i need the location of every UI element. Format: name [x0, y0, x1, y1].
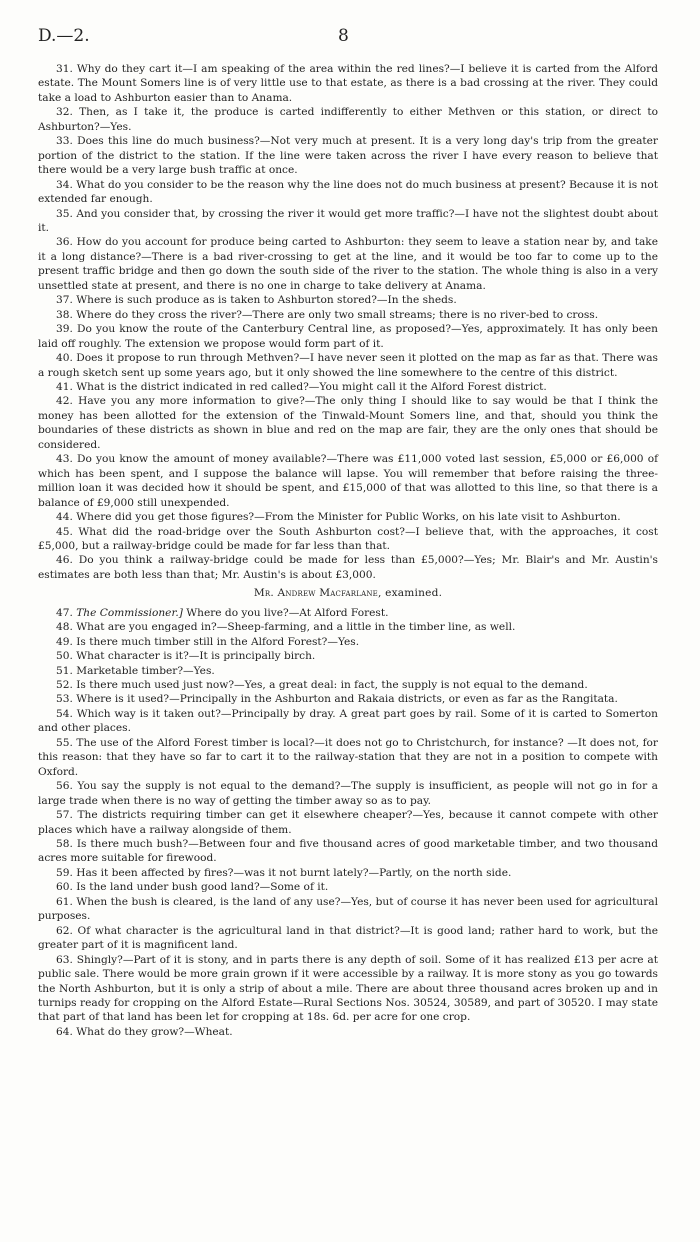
- question-item: [38, 779, 658, 808]
- question-number: 31.: [56, 63, 73, 75]
- question-text: Is there much bush?—Between four and five thousand acres of good marketable timber, and two thousand acres more suitable for firewood.: [38, 838, 658, 865]
- question-item: [38, 924, 658, 953]
- question-item: [38, 620, 658, 634]
- document-reference: D.—2.: [38, 26, 90, 46]
- question-text: Why do they cart it—I am speaking of the area within the red lines?—I believe it is carted from the Alford estate. The Mount Somers line is of very little use to that estate, as there is a bad crossing at the river. They could take a load to Ashburton easier than to Anama.: [38, 63, 658, 104]
- question-text: Does it propose to run through Methven?—I have never seen it plotted on the map as far as that. There was a rough sketch sent up some years ago, but it only showed the line somewhere to the centre of this district.: [38, 352, 658, 379]
- question-text: What are you engaged in?—Sheep-farming, and a little in the timber line, as well.: [76, 621, 516, 634]
- question-item: [38, 707, 658, 736]
- witness-suffix: , examined.: [377, 587, 443, 600]
- question-text: Have you any more information to give?—The only thing I should like to say would be that I think the money has been allotted for the extension of the Tinwald-Mount Somers line, and that, should you think the boundaries of these districts as shown in blue and red on the map are fair, they are the only ones that should be considered.: [38, 395, 658, 451]
- question-number: 39.: [56, 323, 73, 336]
- question-number: 48.: [56, 621, 73, 634]
- question-number: 38.: [56, 308, 73, 321]
- section-heading: [38, 586, 658, 600]
- question-number: 34.: [56, 178, 73, 191]
- question-number: 41.: [56, 380, 73, 393]
- questions-part-2: [38, 620, 658, 1039]
- question-number: 61.: [56, 895, 73, 908]
- question-item: [38, 1025, 658, 1039]
- document-body: [38, 62, 658, 1039]
- question-number: 47.: [56, 606, 73, 619]
- question-number: 59.: [56, 866, 73, 879]
- question-number: 62.: [56, 924, 73, 937]
- question-text: Where did you get those figures?—From the Minister for Public Works, on his late visit to Ashburton.: [76, 511, 621, 524]
- question-text: What do you consider to be the reason why the line does not do much business at present? Because it is not extended far enough.: [38, 178, 659, 206]
- question-item: [38, 308, 658, 322]
- question-text: Marketable timber?—Yes.: [76, 664, 215, 677]
- question-item: [38, 635, 658, 649]
- question-item: [38, 207, 658, 236]
- question-item: [38, 380, 658, 394]
- question-item: [38, 880, 658, 894]
- question-speaker: The Commissioner.]: [76, 606, 183, 619]
- question-text: Where is such produce as is taken to Ashburton stored?—In the sheds.: [76, 294, 457, 307]
- question-text: Where do they cross the river?—There are only two small streams; there is no river-bed to cross.: [76, 308, 599, 321]
- question-item: [38, 736, 658, 779]
- question-text: What character is it?—It is principally birch.: [76, 650, 316, 663]
- question-text: Which way is it taken out?—Principally by dray. A great part goes by rail. Some of it is carted to Somerton and other places.: [38, 707, 658, 735]
- question-item: [38, 837, 658, 866]
- question-text: What did the road-bridge over the South Ashburton cost?—I believe that, with the approaches, it cost £5,000, but a railway-bridge could be made for far less than that.: [38, 525, 658, 552]
- question-item: [38, 452, 658, 510]
- question-number: 36.: [56, 236, 73, 249]
- question-number: 55.: [56, 736, 73, 749]
- question-text: Is there much timber still in the Alford Forest?—Yes.: [76, 635, 360, 648]
- question-text: How do you account for produce being carted to Ashburton: they seem to leave a station near by, and take it a long distance?—There is a bad river-crossing to get at the line, and it would be too far to come up to the present traffic bridge and then go down the south side of the river to the station. The whole thing is also in a very unsettled state at present, and there is no one in charge to take delivery at Anama.: [38, 236, 658, 292]
- question-text: What is the district indicated in red called?—You might call it the Alford Forest district.: [76, 380, 547, 393]
- question-text: Do you know the route of the Canterbury Central line, as proposed?—Yes, approximately. It has only been laid off roughly. The extension we propose would form part of it.: [38, 323, 658, 350]
- page-number: 8: [338, 26, 349, 46]
- question-text: Does this line do much business?—Not very much at present. It is a very long day's trip from the greater portion of the district to the station. If the line were taken across the river I have every reason to believe that there would be a very large bush traffic at once.: [38, 135, 658, 177]
- question-number: 60.: [56, 881, 73, 894]
- question-number: 35.: [56, 207, 73, 220]
- question-text: What do they grow?—Wheat.: [76, 1025, 233, 1038]
- question-number: 44.: [56, 511, 73, 524]
- question-item: [38, 394, 658, 452]
- question-text: Shingly?—Part of it is stony, and in parts there is any depth of soil. Some of it has realized £13 per acre at public sale. There would be more grain grown if it were accessible by a railway. It is more stony as you go towards the North Ashburton, but it is only a strip of about a mile. There are about three thousand acres broken up and in turnips ready for cropping on the Alford Estate—Rural Sections Nos. 30524, 30589, and part of 30520. I may state that part of that land has been let for cropping at 18s. 6d. per acre for one crop.: [38, 953, 658, 1024]
- question-number: 53.: [56, 693, 73, 706]
- question-text: You say the supply is not equal to the demand?—The supply is insufficient, as people will not go in for a large trade when there is no way of getting the timber away so as to pay.: [38, 780, 658, 807]
- question-number: 54.: [56, 707, 73, 720]
- question-item: [38, 105, 658, 134]
- question-item: [38, 235, 658, 293]
- question-item: [38, 866, 658, 880]
- question-number: 43.: [56, 453, 73, 466]
- question-item: [38, 293, 658, 307]
- question-number: 52.: [56, 679, 73, 692]
- question-item: [38, 553, 658, 582]
- question-number: 63.: [56, 953, 73, 966]
- question-text: When the bush is cleared, is the land of any use?—Yes, but of course it has never been used for agricultural purposes.: [38, 895, 658, 923]
- question-text: Has it been affected by fires?—was it not burnt lately?—Partly, on the north side.: [76, 866, 512, 879]
- question-item: [38, 322, 658, 351]
- question-number: 57.: [56, 809, 73, 822]
- question-number: 33.: [56, 135, 73, 148]
- question-item: [38, 664, 658, 678]
- question-text: Do you know the amount of money available?—There was £11,000 voted last session, £5,000 or £6,000 of which has been spent, and I suppose the balance will lapse. You will remember that before raising the three-million loan it was decided how it should be spent, and £15,000 of that was allotted to this line, so that there is a balance of £9,000 still unexpended.: [38, 453, 658, 509]
- question-item: [38, 649, 658, 663]
- question-number: 42.: [56, 395, 73, 408]
- question-text: And you consider that, by crossing the river it would get more traffic?—I have not the slightest doubt about it.: [38, 207, 658, 234]
- question-text: Where do you live?—At Alford Forest.: [182, 606, 389, 619]
- question-number: 40.: [56, 352, 73, 365]
- question-number: 64.: [56, 1025, 73, 1038]
- question-text: Is there much used just now?—Yes, a great deal: in fact, the supply is not equal to the demand.: [76, 679, 588, 692]
- question-number: 49.: [56, 635, 73, 648]
- question-number: 58.: [56, 838, 73, 851]
- question-number: 32.: [56, 106, 73, 119]
- question-item: [38, 62, 658, 105]
- question-text: The use of the Alford Forest timber is local?—it does not go to Christchurch, for instance? —It does not, for this reason: that they have so far to cart it to the railway-station that they are not in a position to compete with Oxford.: [38, 736, 658, 778]
- question-item: [38, 895, 658, 924]
- question-item: [38, 808, 658, 837]
- witness-name: Mr. Andrew Macfarlane: [253, 587, 378, 600]
- question-text: Is the land under bush good land?—Some of it.: [76, 881, 329, 894]
- question-item: [38, 510, 658, 524]
- question-number: 37.: [56, 294, 73, 307]
- question-item: [38, 178, 658, 207]
- question-text: Of what character is the agricultural land in that district?—It is good land; rather hard to work, but the greater part of it is magnificent land.: [38, 924, 658, 952]
- question-item: [38, 678, 658, 692]
- question-item: [38, 134, 658, 177]
- question-number: 46.: [56, 554, 73, 567]
- question-text: Then, as I take it, the produce is carted indifferently to either Methven or this station, or direct to Ashburton?—Yes.: [38, 106, 658, 133]
- question-number: 56.: [56, 780, 73, 793]
- question-number: 45.: [56, 525, 73, 538]
- question-item: [38, 692, 658, 706]
- question-text: Do you think a railway-bridge could be made for less than £5,000?—Yes; Mr. Blair's and Mr. Austin's estimates are both less than that; Mr. Austin's is about £3,000.: [38, 554, 658, 581]
- question-text: The districts requiring timber can get it elsewhere cheaper?—Yes, because it cannot compete with other places which have a railway alongside of them.: [38, 809, 658, 836]
- question-item: [38, 525, 658, 554]
- question-number: 51.: [56, 664, 73, 677]
- question-number: 50.: [56, 650, 73, 663]
- questions-part-1: [38, 62, 658, 582]
- question-item: [38, 351, 658, 380]
- question-47: [38, 606, 658, 620]
- question-text: Where is it used?—Principally in the Ashburton and Rakaia districts, or even as far as the Rangitata.: [76, 693, 618, 706]
- question-item: [38, 953, 658, 1025]
